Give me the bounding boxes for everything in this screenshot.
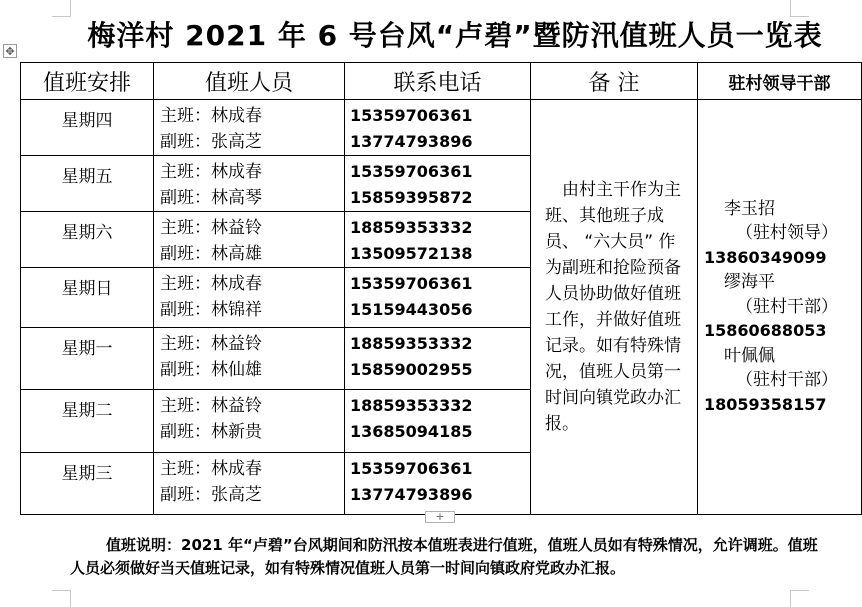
leader-name: 叶佩佩 bbox=[724, 345, 775, 366]
staff-cell bbox=[154, 212, 345, 268]
table-header-row bbox=[21, 63, 862, 100]
main-duty-person: 主班：林益铃 bbox=[160, 334, 262, 354]
deputy-phone: 15859395872 bbox=[350, 188, 473, 207]
main-phone: 15359706361 bbox=[350, 162, 473, 181]
deputy-duty-person: 副班：张高芝 bbox=[160, 485, 262, 505]
staff-cell bbox=[154, 453, 345, 515]
deputy-phone: 13509572138 bbox=[350, 244, 473, 263]
day-cell: 星期四 bbox=[21, 100, 154, 156]
phone-cell bbox=[345, 390, 531, 453]
crop-mark-bottom-right bbox=[790, 590, 809, 607]
header-schedule: 值班安排 bbox=[21, 63, 154, 100]
phone-cell bbox=[345, 100, 531, 156]
deputy-duty-person: 副班：张高芝 bbox=[160, 132, 262, 152]
crop-mark-bottom-left bbox=[52, 590, 71, 607]
header-phone: 联系电话 bbox=[345, 63, 531, 100]
leader-role: （驻村领导） bbox=[736, 223, 838, 244]
staff-cell bbox=[154, 328, 345, 390]
main-phone: 18859353332 bbox=[350, 334, 473, 353]
deputy-duty-person: 副班：林高琴 bbox=[160, 188, 262, 208]
main-phone: 18859353332 bbox=[350, 218, 473, 237]
main-phone: 15359706361 bbox=[350, 106, 473, 125]
leaders-cell bbox=[698, 100, 862, 515]
header-remark: 备 注 bbox=[531, 63, 698, 100]
leader-name: 缪海平 bbox=[724, 272, 775, 293]
deputy-duty-person: 副班：林锦祥 bbox=[160, 300, 262, 320]
main-duty-person: 主班：林成春 bbox=[160, 106, 262, 126]
deputy-duty-person: 副班：林新贵 bbox=[160, 422, 262, 442]
leader-phone: 15860688053 bbox=[704, 321, 827, 341]
remark-cell: 由村主干作为主班、其他班子成员、 “六大员” 作为副班和抢险预备人员协助做好值班工作，并做好值班记录。如有特殊情况，值班人员第一时间向镇党政办汇报。 bbox=[531, 100, 698, 515]
day-cell: 星期一 bbox=[21, 328, 154, 390]
main-duty-person: 主班：林成春 bbox=[160, 459, 262, 479]
day-cell: 星期六 bbox=[21, 212, 154, 268]
main-phone: 15359706361 bbox=[350, 274, 473, 293]
deputy-phone: 13774793896 bbox=[350, 485, 473, 504]
header-leaders: 驻村领导干部 bbox=[698, 63, 862, 100]
phone-cell bbox=[345, 328, 531, 390]
day-cell: 星期五 bbox=[21, 156, 154, 212]
deputy-phone: 13685094185 bbox=[350, 422, 473, 441]
leader-phone: 18059358157 bbox=[704, 394, 827, 414]
staff-cell bbox=[154, 156, 345, 212]
document-title: 梅洋村 2021 年 6 号台风“卢碧”暨防汛值班人员一览表 bbox=[87, 19, 823, 52]
staff-cell bbox=[154, 390, 345, 453]
staff-cell bbox=[154, 268, 345, 328]
deputy-phone: 13774793896 bbox=[350, 132, 473, 151]
table-row bbox=[21, 100, 862, 156]
duty-roster-table bbox=[20, 62, 862, 515]
deputy-phone: 15859002955 bbox=[350, 360, 473, 379]
leader-role: （驻村干部） bbox=[736, 370, 838, 391]
phone-cell bbox=[345, 212, 531, 268]
leader-name: 李玉招 bbox=[724, 198, 775, 219]
leader-phone: 13860349099 bbox=[704, 247, 827, 267]
main-duty-person: 主班：林益铃 bbox=[160, 218, 262, 238]
deputy-phone: 15159443056 bbox=[350, 300, 473, 319]
day-cell: 星期三 bbox=[21, 453, 154, 515]
main-phone: 15359706361 bbox=[350, 459, 473, 478]
duty-note: 值班说明：2021 年“卢碧”台风期间和防汛按本值班表进行值班，值班人员如有特殊情况，允许调班。值班人员必须做好当天值班记录，如有特殊情况值班人员第一时间向镇政府党政办汇报。 bbox=[70, 536, 818, 577]
main-duty-person: 主班：林成春 bbox=[160, 274, 262, 294]
phone-cell bbox=[345, 453, 531, 515]
add-row-icon[interactable]: + bbox=[425, 511, 455, 523]
deputy-duty-person: 副班：林仙雄 bbox=[160, 360, 262, 380]
phone-cell bbox=[345, 156, 531, 212]
staff-cell bbox=[154, 100, 345, 156]
main-duty-person: 主班：林成春 bbox=[160, 162, 262, 182]
move-cross-icon[interactable]: ✥ bbox=[3, 44, 17, 58]
deputy-duty-person: 副班：林高雄 bbox=[160, 244, 262, 264]
main-duty-person: 主班：林益铃 bbox=[160, 396, 262, 416]
day-cell: 星期日 bbox=[21, 268, 154, 328]
leader-role: （驻村干部） bbox=[736, 296, 838, 317]
header-staff: 值班人员 bbox=[154, 63, 345, 100]
phone-cell bbox=[345, 268, 531, 328]
day-cell: 星期二 bbox=[21, 390, 154, 453]
main-phone: 18859353332 bbox=[350, 396, 473, 415]
